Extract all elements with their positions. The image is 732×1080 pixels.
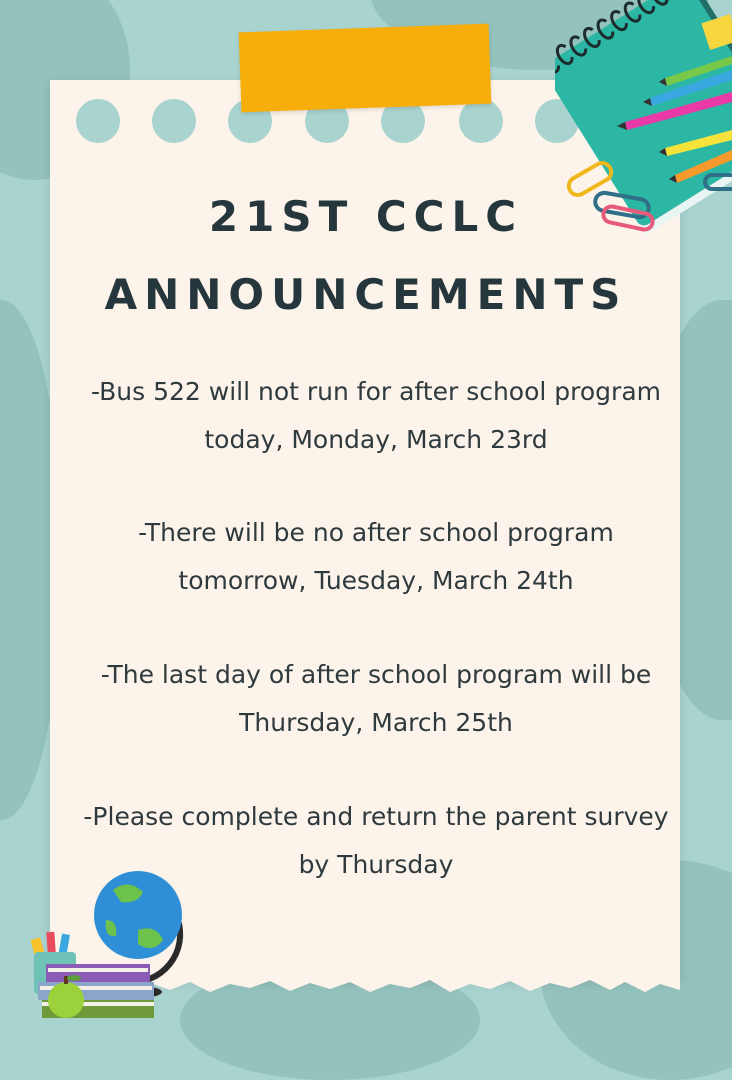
page-title-line-1: 21ST CCLC xyxy=(208,192,524,241)
paper-hole xyxy=(152,99,196,143)
page-title-line-2: ANNOUNCEMENTS xyxy=(104,270,628,319)
announcement-item xyxy=(60,509,692,605)
tape-strip xyxy=(239,24,492,113)
paper-hole xyxy=(459,99,503,143)
announcement-line: by Thursday xyxy=(298,850,454,879)
announcement-item xyxy=(60,651,692,747)
paper-hole xyxy=(76,99,120,143)
announcement-line: -There will be no after school program xyxy=(138,518,614,547)
announcement-item xyxy=(60,368,692,464)
announcement-line: -Please complete and return the parent survey xyxy=(83,802,669,831)
announcement-line: tomorrow, Tuesday, March 24th xyxy=(178,566,574,595)
announcement-line: -The last day of after school program will be xyxy=(100,660,652,689)
announcement-line: -Bus 522 will not run for after school program xyxy=(90,377,662,406)
announcement-line: today, Monday, March 23rd xyxy=(204,425,548,454)
announcement-line: Thursday, March 25th xyxy=(239,708,513,737)
school-supplies-illustration xyxy=(18,860,198,1024)
